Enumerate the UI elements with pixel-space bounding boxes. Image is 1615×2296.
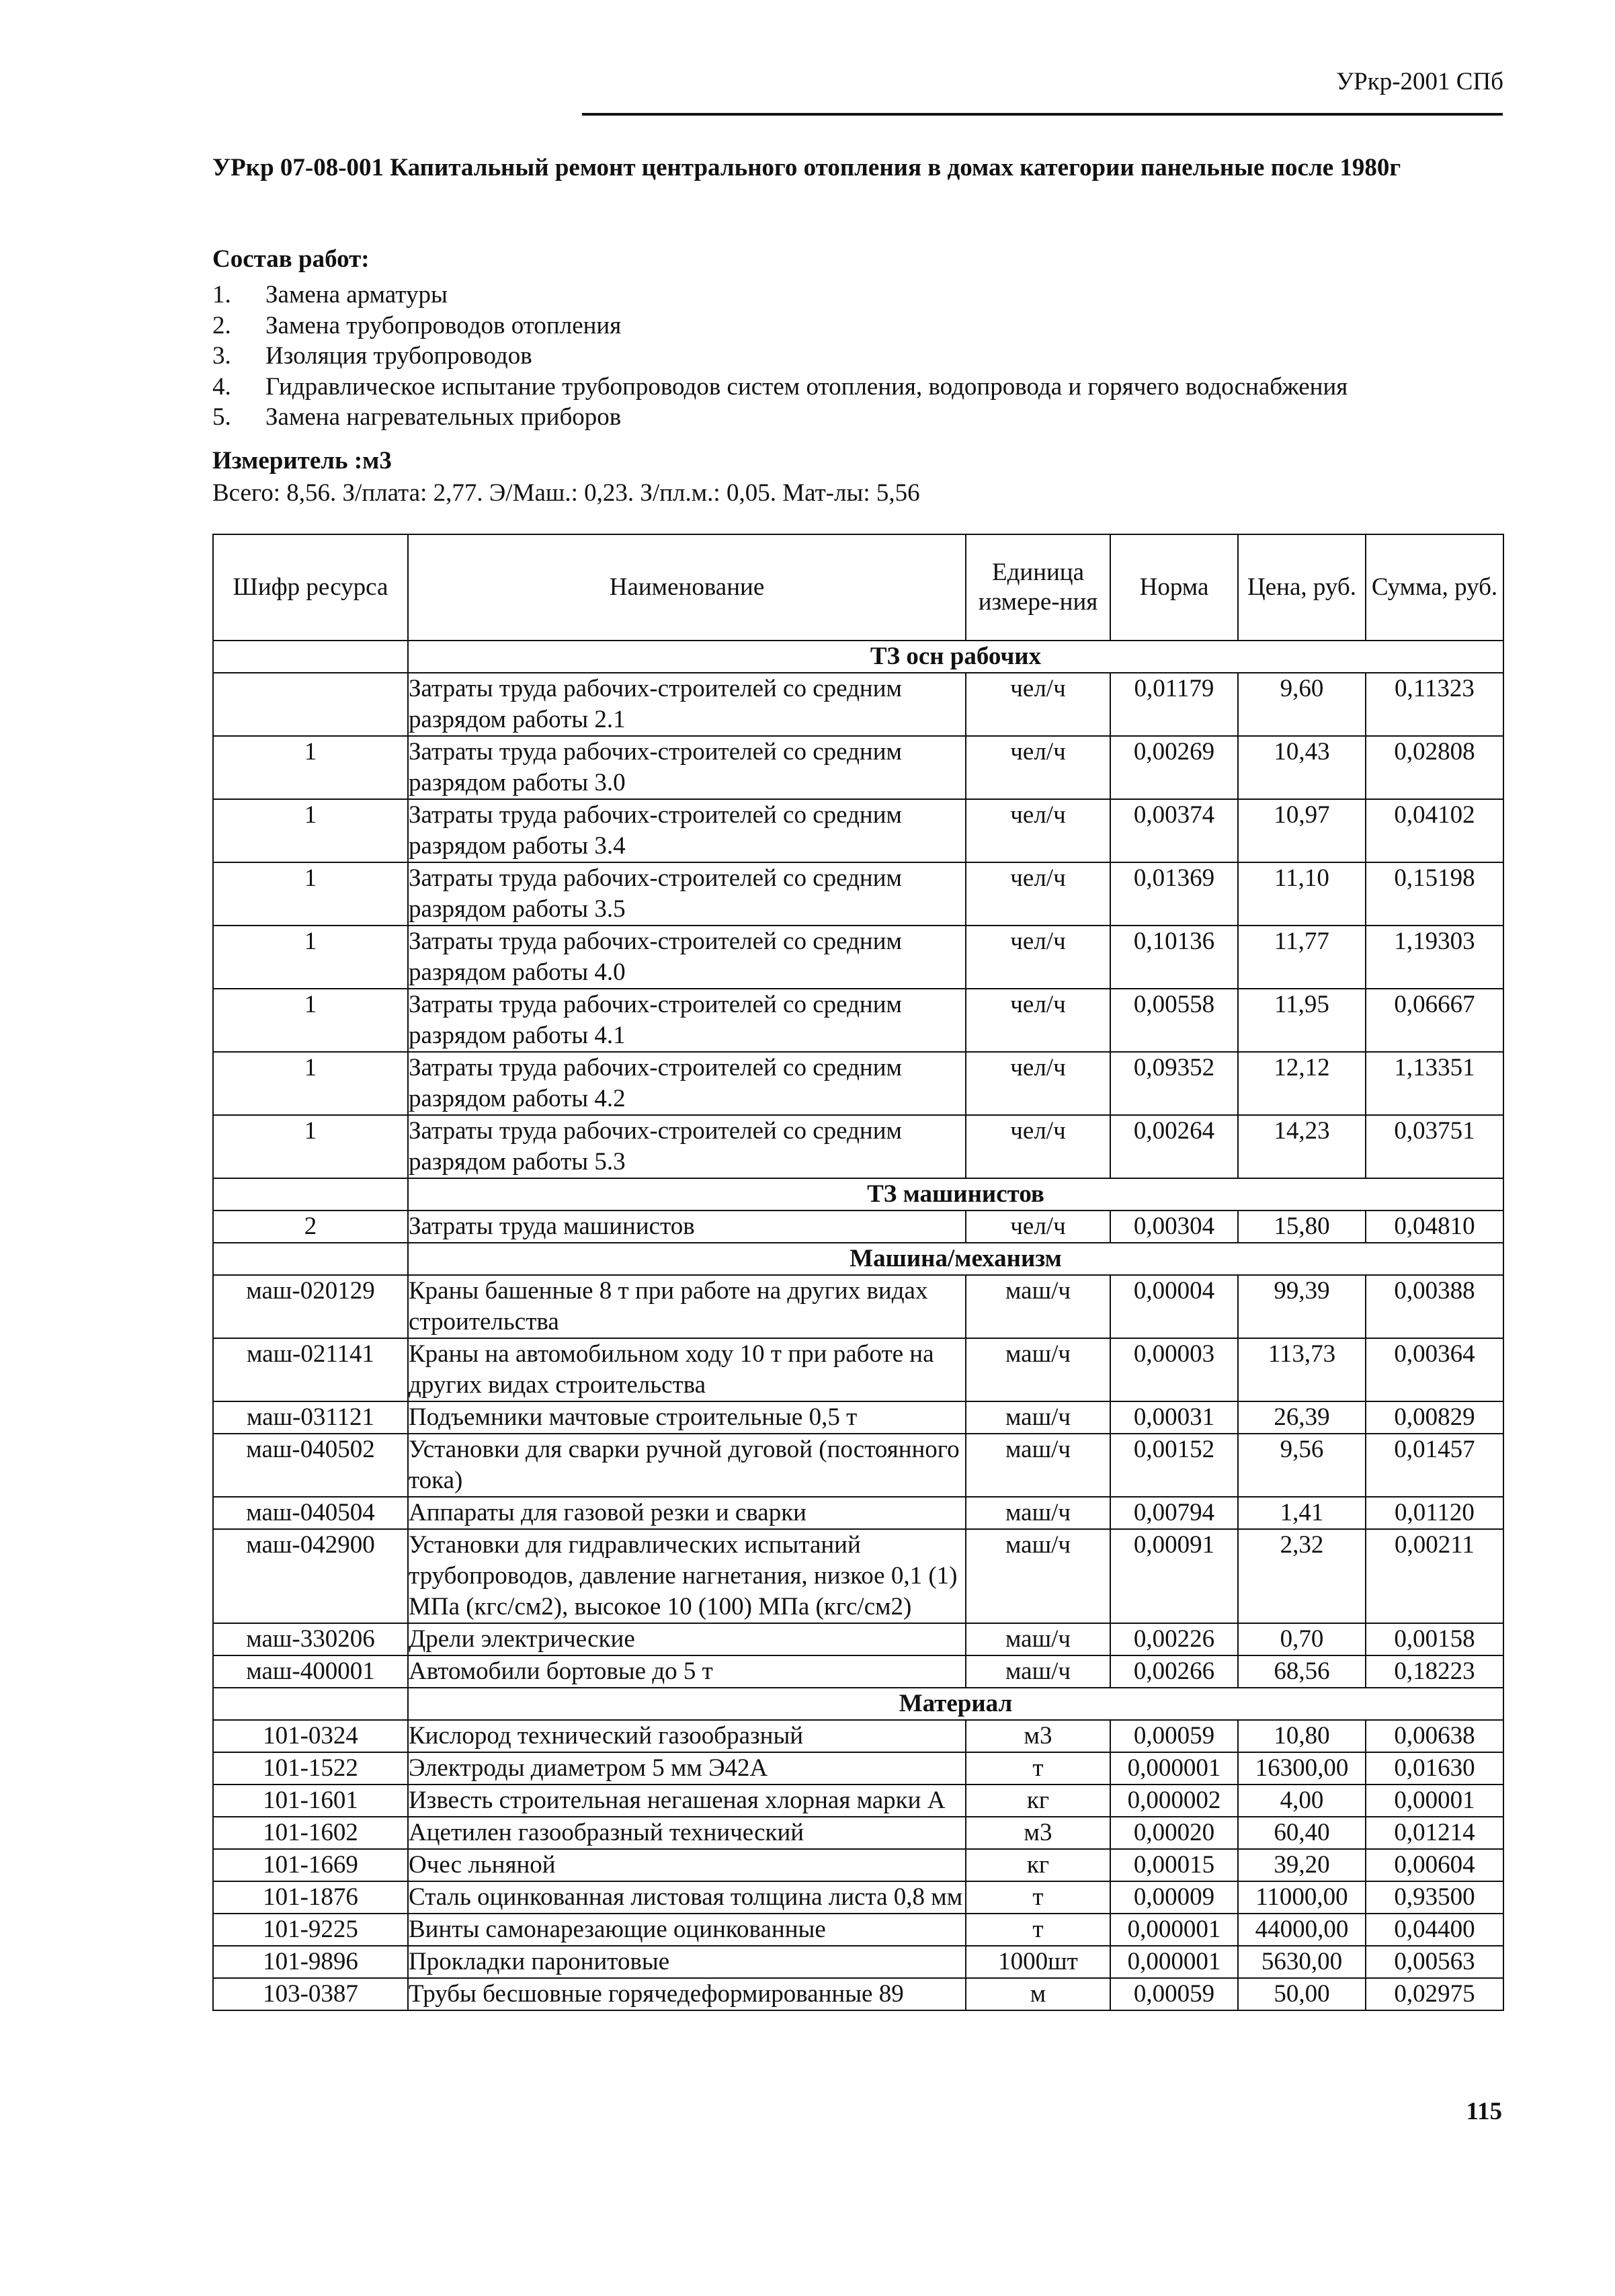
table-row: [213, 1275, 1503, 1338]
cell-norm: 0,00264: [1110, 1115, 1238, 1178]
page-number: 115: [1466, 2098, 1502, 2125]
cell-norm: 0,00266: [1110, 1655, 1238, 1688]
table-row: [213, 1946, 1503, 1978]
cell-sum: 0,00001: [1366, 1785, 1503, 1817]
cell-name: Сталь оцинкованная листовая толщина листа 0,8 мм: [408, 1881, 966, 1914]
cell-price: 14,23: [1238, 1115, 1366, 1178]
measure-unit: Измеритель :м3: [212, 447, 392, 475]
table-row: [213, 1497, 1503, 1529]
cell-price: 50,00: [1238, 1978, 1366, 2010]
header-rule: [582, 113, 1503, 116]
table-row: [213, 799, 1503, 862]
cell-code: 2: [213, 1211, 408, 1243]
cell-unit: кг: [966, 1785, 1110, 1817]
cell-price: 16300,00: [1238, 1752, 1366, 1785]
section-title: ТЗ осн рабочих: [408, 641, 1503, 673]
header-code: Шифр ресурса: [213, 534, 408, 641]
cell-price: 10,43: [1238, 736, 1366, 799]
cell-name: Очес льняной: [408, 1849, 966, 1881]
cell-unit: т: [966, 1881, 1110, 1914]
cell-sum: 0,01214: [1366, 1817, 1503, 1849]
cell-sum: 0,00829: [1366, 1401, 1503, 1434]
cell-norm: 0,00015: [1110, 1849, 1238, 1881]
section-blank-cell: [213, 1243, 408, 1275]
table-row: [213, 1338, 1503, 1401]
cell-unit: кг: [966, 1849, 1110, 1881]
list-item: 4. Гидравлическое испытание трубопроводов систем отопления, водопровода и горячего водоснабжения: [212, 372, 1348, 401]
cell-price: 12,12: [1238, 1052, 1366, 1115]
cell-price: 0,70: [1238, 1623, 1366, 1655]
cell-name: Электроды диаметром 5 мм Э42А: [408, 1752, 966, 1785]
section-title: ТЗ машинистов: [408, 1178, 1503, 1211]
cell-sum: 0,15198: [1366, 862, 1503, 926]
resource-table: [212, 534, 1504, 2011]
cell-unit: чел/ч: [966, 673, 1110, 736]
cell-name: Прокладки паронитовые: [408, 1946, 966, 1978]
cell-code: 1: [213, 989, 408, 1052]
cell-name: Автомобили бортовые до 5 т: [408, 1655, 966, 1688]
table-body: [213, 641, 1503, 2010]
table-row: [213, 1434, 1503, 1497]
list-item: 3. Изоляция трубопроводов: [212, 342, 532, 370]
cell-price: 2,32: [1238, 1529, 1366, 1623]
cell-unit: маш/ч: [966, 1497, 1110, 1529]
table-row: [213, 1978, 1503, 2010]
cell-norm: 0,00374: [1110, 799, 1238, 862]
cell-norm: 0,01369: [1110, 862, 1238, 926]
cell-name: Дрели электрические: [408, 1623, 966, 1655]
table-row: [213, 1211, 1503, 1243]
list-item: 1. Замена арматуры: [212, 281, 448, 309]
cell-unit: чел/ч: [966, 736, 1110, 799]
cell-sum: 0,03751: [1366, 1115, 1503, 1178]
cell-price: 1,41: [1238, 1497, 1366, 1529]
cell-code: [213, 673, 408, 736]
header-name: Наименование: [408, 534, 966, 641]
cell-price: 9,60: [1238, 673, 1366, 736]
table-row: [213, 1623, 1503, 1655]
cell-sum: 0,00604: [1366, 1849, 1503, 1881]
cell-norm: 0,00031: [1110, 1401, 1238, 1434]
cell-sum: 0,04810: [1366, 1211, 1503, 1243]
cell-sum: 0,02808: [1366, 736, 1503, 799]
list-item: 5. Замена нагревательных приборов: [212, 403, 622, 431]
cell-norm: 0,00009: [1110, 1881, 1238, 1914]
cell-code: 101-1601: [213, 1785, 408, 1817]
cell-unit: чел/ч: [966, 862, 1110, 926]
cell-name: Затраты труда рабочих-строителей со средним разрядом работы 4.1: [408, 989, 966, 1052]
table-row: [213, 1785, 1503, 1817]
cell-price: 11,77: [1238, 926, 1366, 989]
section-title: Машина/механизм: [408, 1243, 1503, 1275]
cell-price: 11,95: [1238, 989, 1366, 1052]
section-title: Материал: [408, 1688, 1503, 1720]
cell-price: 15,80: [1238, 1211, 1366, 1243]
cell-price: 9,56: [1238, 1434, 1366, 1497]
cell-sum: 0,00638: [1366, 1720, 1503, 1752]
cell-norm: 0,00059: [1110, 1720, 1238, 1752]
cell-code: 101-1602: [213, 1817, 408, 1849]
list-item: 2. Замена трубопроводов отопления: [212, 311, 622, 339]
cell-price: 113,73: [1238, 1338, 1366, 1401]
cell-code: маш-040504: [213, 1497, 408, 1529]
cell-code: 101-1522: [213, 1752, 408, 1785]
cell-unit: маш/ч: [966, 1623, 1110, 1655]
cell-sum: 0,04400: [1366, 1914, 1503, 1946]
cell-sum: 1,13351: [1366, 1052, 1503, 1115]
cell-norm: 0,000001: [1110, 1946, 1238, 1978]
cell-sum: 1,19303: [1366, 926, 1503, 989]
cell-unit: т: [966, 1752, 1110, 1785]
header-unit: Единица измере-ния: [966, 534, 1110, 641]
cell-code: 103-0387: [213, 1978, 408, 2010]
cell-unit: м: [966, 1978, 1110, 2010]
cell-unit: чел/ч: [966, 1115, 1110, 1178]
cell-unit: чел/ч: [966, 926, 1110, 989]
cell-unit: м3: [966, 1817, 1110, 1849]
section-header-row: [213, 1688, 1503, 1720]
cell-norm: 0,00003: [1110, 1338, 1238, 1401]
cell-name: Краны на автомобильном ходу 10 т при работе на других видах строительства: [408, 1338, 966, 1401]
cell-sum: 0,00211: [1366, 1529, 1503, 1623]
table-row: [213, 1720, 1503, 1752]
cell-norm: 0,000001: [1110, 1914, 1238, 1946]
cell-unit: маш/ч: [966, 1655, 1110, 1688]
cell-price: 10,97: [1238, 799, 1366, 862]
header-sum: Сумма, руб.: [1366, 534, 1503, 641]
cell-name: Краны башенные 8 т при работе на других видах строительства: [408, 1275, 966, 1338]
section-blank-cell: [213, 1178, 408, 1211]
cell-name: Известь строительная негашеная хлорная марки А: [408, 1785, 966, 1817]
section-header-row: [213, 1243, 1503, 1275]
cell-code: 101-1669: [213, 1849, 408, 1881]
cell-code: маш-040502: [213, 1434, 408, 1497]
cell-price: 44000,00: [1238, 1914, 1366, 1946]
cell-name: Затраты труда рабочих-строителей со средним разрядом работы 5.3: [408, 1115, 966, 1178]
table-row: [213, 1655, 1503, 1688]
document-code-header: УРкр-2001 СПб: [1335, 68, 1503, 95]
cell-norm: 0,00304: [1110, 1211, 1238, 1243]
cell-code: маш-042900: [213, 1529, 408, 1623]
cell-code: 1: [213, 926, 408, 989]
cost-summary: Всего: 8,56. З/плата: 2,77. Э/Маш.: 0,23. З/пл.м.: 0,05. Мат-лы: 5,56: [212, 479, 920, 507]
cell-code: 101-9225: [213, 1914, 408, 1946]
table-header-row: [213, 534, 1503, 641]
cell-code: маш-031121: [213, 1401, 408, 1434]
cell-sum: 0,00563: [1366, 1946, 1503, 1978]
composition-list: [212, 280, 1348, 433]
cell-unit: чел/ч: [966, 989, 1110, 1052]
cell-code: 101-9896: [213, 1946, 408, 1978]
cell-norm: 0,00059: [1110, 1978, 1238, 2010]
table-row: [213, 1401, 1503, 1434]
cell-unit: маш/ч: [966, 1401, 1110, 1434]
cell-norm: 0,00794: [1110, 1497, 1238, 1529]
cell-code: маш-400001: [213, 1655, 408, 1688]
cell-sum: 0,11323: [1366, 673, 1503, 736]
cell-sum: 0,00364: [1366, 1338, 1503, 1401]
cell-sum: 0,00158: [1366, 1623, 1503, 1655]
section-blank-cell: [213, 641, 408, 673]
cell-sum: 0,00388: [1366, 1275, 1503, 1338]
cell-name: Установки для гидравлических испытаний трубопроводов, давление нагнетания, низкое 0,1 (1) МПа (кгс/см2), высокое 10 (100) МПа (кгс/см2): [408, 1529, 966, 1623]
cell-norm: 0,00004: [1110, 1275, 1238, 1338]
cell-name: Затраты труда рабочих-строителей со средним разрядом работы 4.2: [408, 1052, 966, 1115]
table-row: [213, 1115, 1503, 1178]
table-row: [213, 1752, 1503, 1785]
table-row: [213, 862, 1503, 926]
table-row: [213, 989, 1503, 1052]
cell-name: Затраты труда машинистов: [408, 1211, 966, 1243]
cell-code: 101-1876: [213, 1881, 408, 1914]
cell-sum: 0,02975: [1366, 1978, 1503, 2010]
cell-name: Затраты труда рабочих-строителей со средним разрядом работы 4.0: [408, 926, 966, 989]
cell-name: Ацетилен газообразный технический: [408, 1817, 966, 1849]
cell-unit: маш/ч: [966, 1275, 1110, 1338]
cell-sum: 0,04102: [1366, 799, 1503, 862]
cell-name: Трубы бесшовные горячедеформированные 89: [408, 1978, 966, 2010]
cell-norm: 0,01179: [1110, 673, 1238, 736]
cell-norm: 0,00020: [1110, 1817, 1238, 1849]
cell-code: 1: [213, 1115, 408, 1178]
cell-unit: т: [966, 1914, 1110, 1946]
cell-price: 4,00: [1238, 1785, 1366, 1817]
cell-code: 1: [213, 799, 408, 862]
cell-unit: чел/ч: [966, 799, 1110, 862]
header-norm: Норма: [1110, 534, 1238, 641]
section-header-row: [213, 1178, 1503, 1211]
cell-norm: 0,000001: [1110, 1752, 1238, 1785]
cell-code: маш-021141: [213, 1338, 408, 1401]
cell-name: Кислород технический газообразный: [408, 1720, 966, 1752]
cell-price: 11,10: [1238, 862, 1366, 926]
table-row: [213, 926, 1503, 989]
cell-price: 26,39: [1238, 1401, 1366, 1434]
section-title: УРкр 07-08-001 Капитальный ремонт центрального отопления в домах категории панельные после 1980г: [212, 154, 1401, 181]
cell-name: Затраты труда рабочих-строителей со средним разрядом работы 3.5: [408, 862, 966, 926]
table-row: [213, 1881, 1503, 1914]
cell-norm: 0,10136: [1110, 926, 1238, 989]
cell-price: 68,56: [1238, 1655, 1366, 1688]
table-row: [213, 1849, 1503, 1881]
table-row: [213, 1052, 1503, 1115]
cell-price: 10,80: [1238, 1720, 1366, 1752]
cell-name: Затраты труда рабочих-строителей со средним разрядом работы 3.4: [408, 799, 966, 862]
cell-sum: 0,93500: [1366, 1881, 1503, 1914]
cell-unit: чел/ч: [966, 1211, 1110, 1243]
cell-code: 1: [213, 862, 408, 926]
cell-sum: 0,06667: [1366, 989, 1503, 1052]
cell-sum: 0,01457: [1366, 1434, 1503, 1497]
section-header-row: [213, 641, 1503, 673]
cell-code: 101-0324: [213, 1720, 408, 1752]
cell-code: 1: [213, 736, 408, 799]
table-row: [213, 1817, 1503, 1849]
cell-norm: 0,09352: [1110, 1052, 1238, 1115]
cell-unit: маш/ч: [966, 1338, 1110, 1401]
table-row: [213, 673, 1503, 736]
cell-name: Подъемники мачтовые строительные 0,5 т: [408, 1401, 966, 1434]
cell-norm: 0,000002: [1110, 1785, 1238, 1817]
cell-name: Винты самонарезающие оцинкованные: [408, 1914, 966, 1946]
cell-name: Установки для сварки ручной дуговой (постоянного тока): [408, 1434, 966, 1497]
cell-norm: 0,00558: [1110, 989, 1238, 1052]
cell-name: Затраты труда рабочих-строителей со средним разрядом работы 3.0: [408, 736, 966, 799]
cell-norm: 0,00269: [1110, 736, 1238, 799]
cell-price: 99,39: [1238, 1275, 1366, 1338]
table-row: [213, 1529, 1503, 1623]
cell-sum: 0,18223: [1366, 1655, 1503, 1688]
cell-unit: 1000шт: [966, 1946, 1110, 1978]
cell-norm: 0,00152: [1110, 1434, 1238, 1497]
section-blank-cell: [213, 1688, 408, 1720]
table-row: [213, 1914, 1503, 1946]
cell-price: 60,40: [1238, 1817, 1366, 1849]
cell-price: 11000,00: [1238, 1881, 1366, 1914]
cell-price: 39,20: [1238, 1849, 1366, 1881]
cell-sum: 0,01120: [1366, 1497, 1503, 1529]
cell-sum: 0,01630: [1366, 1752, 1503, 1785]
cell-unit: маш/ч: [966, 1529, 1110, 1623]
cell-norm: 0,00226: [1110, 1623, 1238, 1655]
cell-name: Затраты труда рабочих-строителей со средним разрядом работы 2.1: [408, 673, 966, 736]
cell-name: Аппараты для газовой резки и сварки: [408, 1497, 966, 1529]
cell-unit: чел/ч: [966, 1052, 1110, 1115]
cell-code: 1: [213, 1052, 408, 1115]
header-price: Цена, руб.: [1238, 534, 1366, 641]
composition-heading: Состав работ:: [212, 245, 370, 273]
cell-code: маш-330206: [213, 1623, 408, 1655]
cell-unit: маш/ч: [966, 1434, 1110, 1497]
cell-code: маш-020129: [213, 1275, 408, 1338]
cell-norm: 0,00091: [1110, 1529, 1238, 1623]
cell-price: 5630,00: [1238, 1946, 1366, 1978]
cell-unit: м3: [966, 1720, 1110, 1752]
table-row: [213, 736, 1503, 799]
